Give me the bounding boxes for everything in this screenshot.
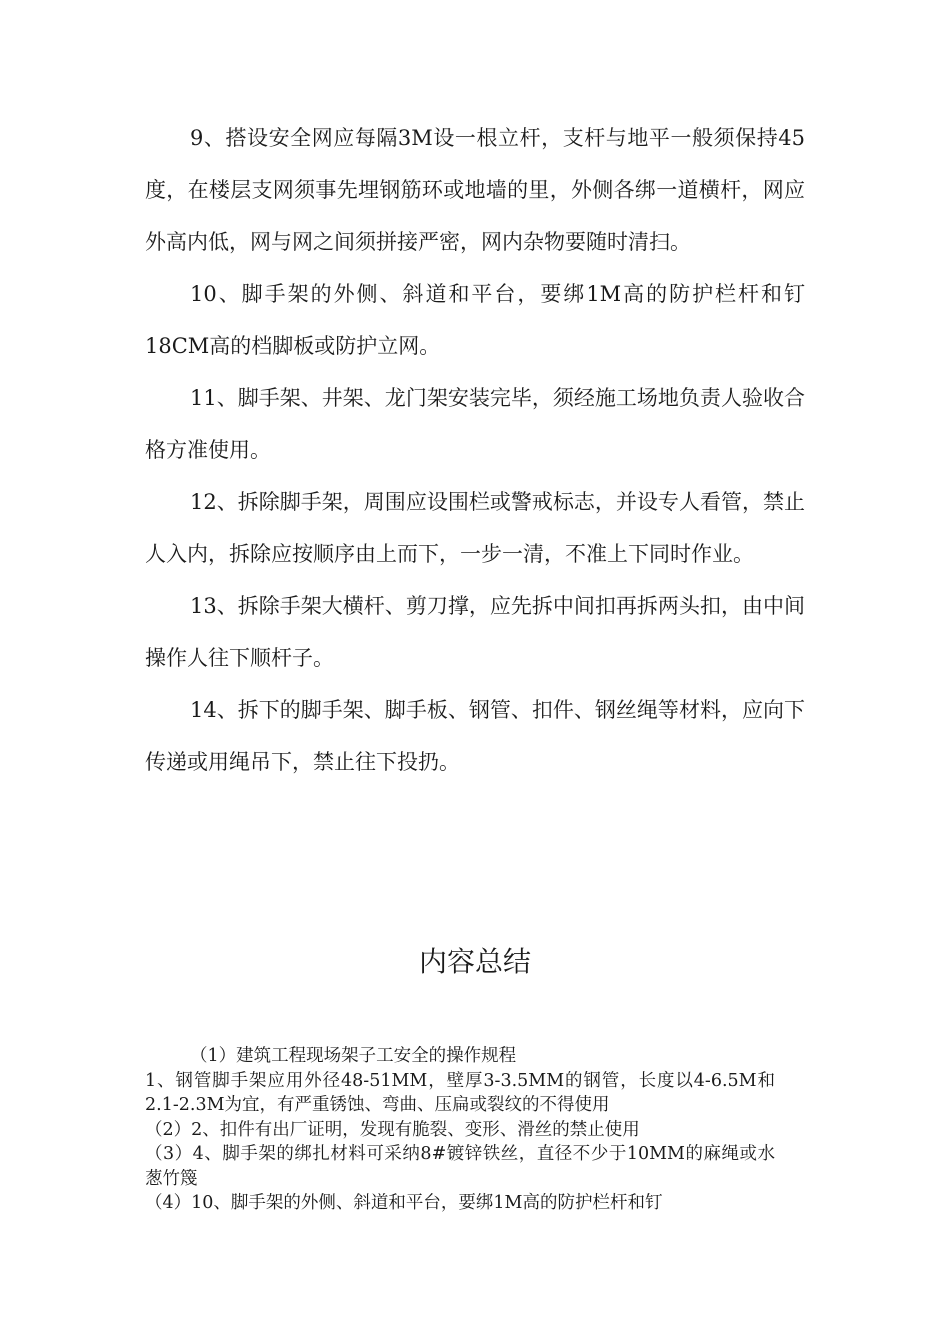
paragraph-13: 13、拆除手架大横杆、剪刀撑，应先拆中间扣再拆两头扣，由中间操作人往下顺杆子。 (145, 594, 805, 670)
summary-line: （1）建筑工程现场架子工安全的操作规程 (190, 1046, 517, 1066)
document-body (145, 112, 805, 788)
summary-line: 1、钢管脚手架应用外径48-51MM，壁厚3-3.5MM的钢管，长度以4-6.5M和2.1-2.3M为宜，有严重锈蚀、弯曲、压扁或裂纹的不得使用 (145, 1070, 775, 1115)
paragraph-12: 12、拆除脚手架，周围应设围栏或警戒标志，并设专人看管，禁止人入内，拆除应按顺序由上而下，一步一清，不准上下同时作业。 (145, 490, 805, 566)
summary-line: （4）10、脚手架的外侧、斜道和平台，要绑1M高的防护栏杆和钉 (145, 1193, 663, 1213)
paragraph-14: 14、拆下的脚手架、脚手板、钢管、扣件、钢丝绳等材料，应向下传递或用绳吊下，禁止往下投扔。 (145, 698, 805, 774)
summary-line: （2）2、扣件有出厂证明，发现有脆裂、变形、滑丝的禁止使用 (145, 1119, 640, 1140)
summary-title: 内容总结 (418, 945, 531, 978)
paragraph-10: 10、脚手架的外侧、斜道和平台，要绑1M高的防护栏杆和钉18CM高的档脚板或防护立网。 (145, 282, 805, 358)
paragraph-11: 11、脚手架、井架、龙门架安装完毕，须经施工场地负责人验收合格方准使用。 (145, 386, 805, 462)
summary-line: （3）4、脚手架的绑扎材料可采纳8#镀锌铁丝，直径不少于10MM的麻绳或水葱竹篾 (145, 1144, 775, 1189)
summary-section (145, 1044, 775, 1216)
paragraph-9: 9、搭设安全网应每隔3M设一根立杆，支杆与地平一般须保持45度，在楼层支网须事先埋钢筋环或地墙的里，外侧各绑一道横杆，网应外高内低，网与网之间须拼接严密，网内杂物要随时清扫。 (145, 126, 805, 254)
